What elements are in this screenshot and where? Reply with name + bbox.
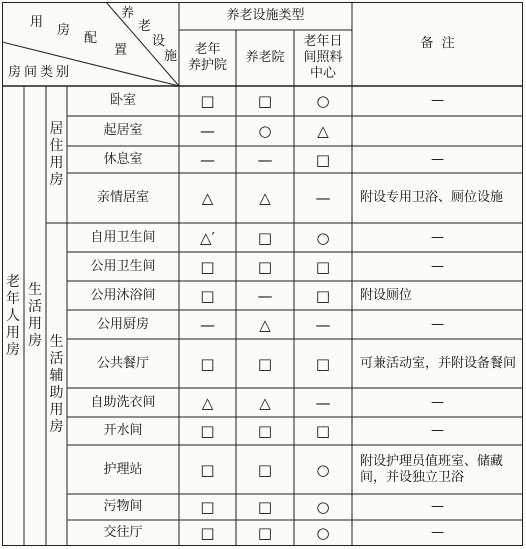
header-remarks: 备 注 xyxy=(420,36,455,51)
header-diag-facility-char: 养 xyxy=(121,6,135,21)
room-name: 公用卫生间 xyxy=(90,258,156,274)
remarks-cell: — xyxy=(431,394,444,410)
config-mark: □ xyxy=(257,524,273,542)
room-name: 自助洗衣间 xyxy=(90,394,156,410)
header-room-category-label: 房间类别 xyxy=(8,65,73,80)
config-mark: □ xyxy=(200,257,215,276)
config-mark: △ xyxy=(259,393,271,412)
room-name: 公共餐厅 xyxy=(96,355,149,371)
room-name: 公用沐浴间 xyxy=(90,287,156,303)
group-living-rooms: 生 活 用 房 xyxy=(28,282,42,349)
group-residential-rooms: 居 住 用 房 xyxy=(49,120,64,188)
config-mark: ○ xyxy=(316,92,330,110)
config-mark: □ xyxy=(315,422,331,440)
room-name: 护理站 xyxy=(103,461,143,477)
config-mark: ○ xyxy=(316,460,330,479)
group-auxiliary-rooms: 生 活 辅 助 用 房 xyxy=(49,333,64,435)
header-diag-room-config-char: 用 xyxy=(30,15,44,30)
header-diag-facility-char: 老 xyxy=(138,19,152,34)
header-facility-group: 养老设施类型 xyxy=(226,8,305,23)
config-mark: △ xyxy=(259,315,271,334)
room-name: 休息室 xyxy=(103,151,143,167)
config-mark: □ xyxy=(257,228,273,247)
config-mark: △ xyxy=(201,189,214,207)
room-name: 亲情居室 xyxy=(96,190,149,205)
config-mark: △ xyxy=(259,189,271,207)
config-mark: ○ xyxy=(258,122,272,140)
room-name: 起居室 xyxy=(103,123,143,138)
header-diag-room-config-char: 配 xyxy=(84,31,98,46)
config-mark: □ xyxy=(315,257,331,276)
config-mark: — xyxy=(315,189,331,207)
config-mark: — xyxy=(257,286,273,305)
remarks-cell xyxy=(352,116,523,146)
header-diag-room-config-char: 房 xyxy=(57,23,71,38)
remarks-cell: — xyxy=(431,499,444,514)
config-mark: □ xyxy=(257,257,273,276)
config-mark: □ xyxy=(257,354,273,373)
config-mark: □ xyxy=(257,92,273,110)
header-facility-type: 养老院 xyxy=(245,50,285,65)
config-mark: □ xyxy=(200,422,215,440)
remarks-cell: — xyxy=(431,229,444,245)
config-mark: ○ xyxy=(316,228,330,247)
remarks-cell: — xyxy=(431,258,444,274)
config-mark: □ xyxy=(200,460,215,479)
config-mark: □ xyxy=(315,286,331,305)
room-name: 污物间 xyxy=(103,499,143,514)
remarks-cell: 可兼活动室，并附设备餐间 xyxy=(360,355,517,371)
room-name: 开水间 xyxy=(103,423,143,438)
config-mark: □ xyxy=(200,354,215,373)
header-diag-facility-char: 施 xyxy=(164,49,178,64)
remarks-cell: — xyxy=(431,151,444,167)
header-diag-room-config-char: 置 xyxy=(114,43,128,58)
config-mark: — xyxy=(257,150,273,169)
config-mark: □ xyxy=(200,286,215,305)
config-mark: □ xyxy=(257,422,273,440)
config-mark: □ xyxy=(200,92,215,110)
room-name: 自用卫生间 xyxy=(90,229,156,245)
header-diag-facility-char: 设 xyxy=(152,34,166,49)
remarks-cell: — xyxy=(431,423,444,438)
config-mark: △ xyxy=(201,393,214,412)
remarks-cell: 附设厕位 xyxy=(360,287,413,303)
config-mark: — xyxy=(200,315,215,334)
config-mark: □ xyxy=(200,498,215,516)
header-facility-type: 老年日 间照料 中心 xyxy=(303,34,343,81)
config-mark: △′ xyxy=(200,228,215,247)
facility-room-table xyxy=(2,2,523,546)
room-name: 公用厨房 xyxy=(96,316,149,332)
remarks-cell: 附设专用卫浴、厕位设施 xyxy=(360,190,504,205)
room-name: 交往厅 xyxy=(103,525,143,540)
config-mark: □ xyxy=(257,498,273,516)
config-mark: ○ xyxy=(316,524,330,542)
remarks-cell: — xyxy=(431,316,444,332)
group-elderly-rooms: 老 年 人 用 房 xyxy=(6,273,20,358)
config-mark: — xyxy=(315,315,331,334)
room-name: 卧室 xyxy=(109,93,136,108)
header-facility-type: 老年 养护院 xyxy=(187,42,227,73)
remarks-cell: — xyxy=(431,93,444,108)
config-mark: □ xyxy=(200,524,215,542)
config-mark: — xyxy=(200,150,215,169)
config-mark: □ xyxy=(315,150,331,169)
config-mark: □ xyxy=(315,354,331,373)
remarks-cell: — xyxy=(431,525,444,540)
config-mark: ○ xyxy=(316,498,330,516)
config-mark: — xyxy=(315,393,331,412)
config-mark: □ xyxy=(257,460,273,479)
config-mark: △ xyxy=(317,122,329,140)
config-mark: — xyxy=(200,122,215,140)
remarks-cell: 附设护理员值班室、储藏间，并设独立卫浴 xyxy=(360,453,504,485)
